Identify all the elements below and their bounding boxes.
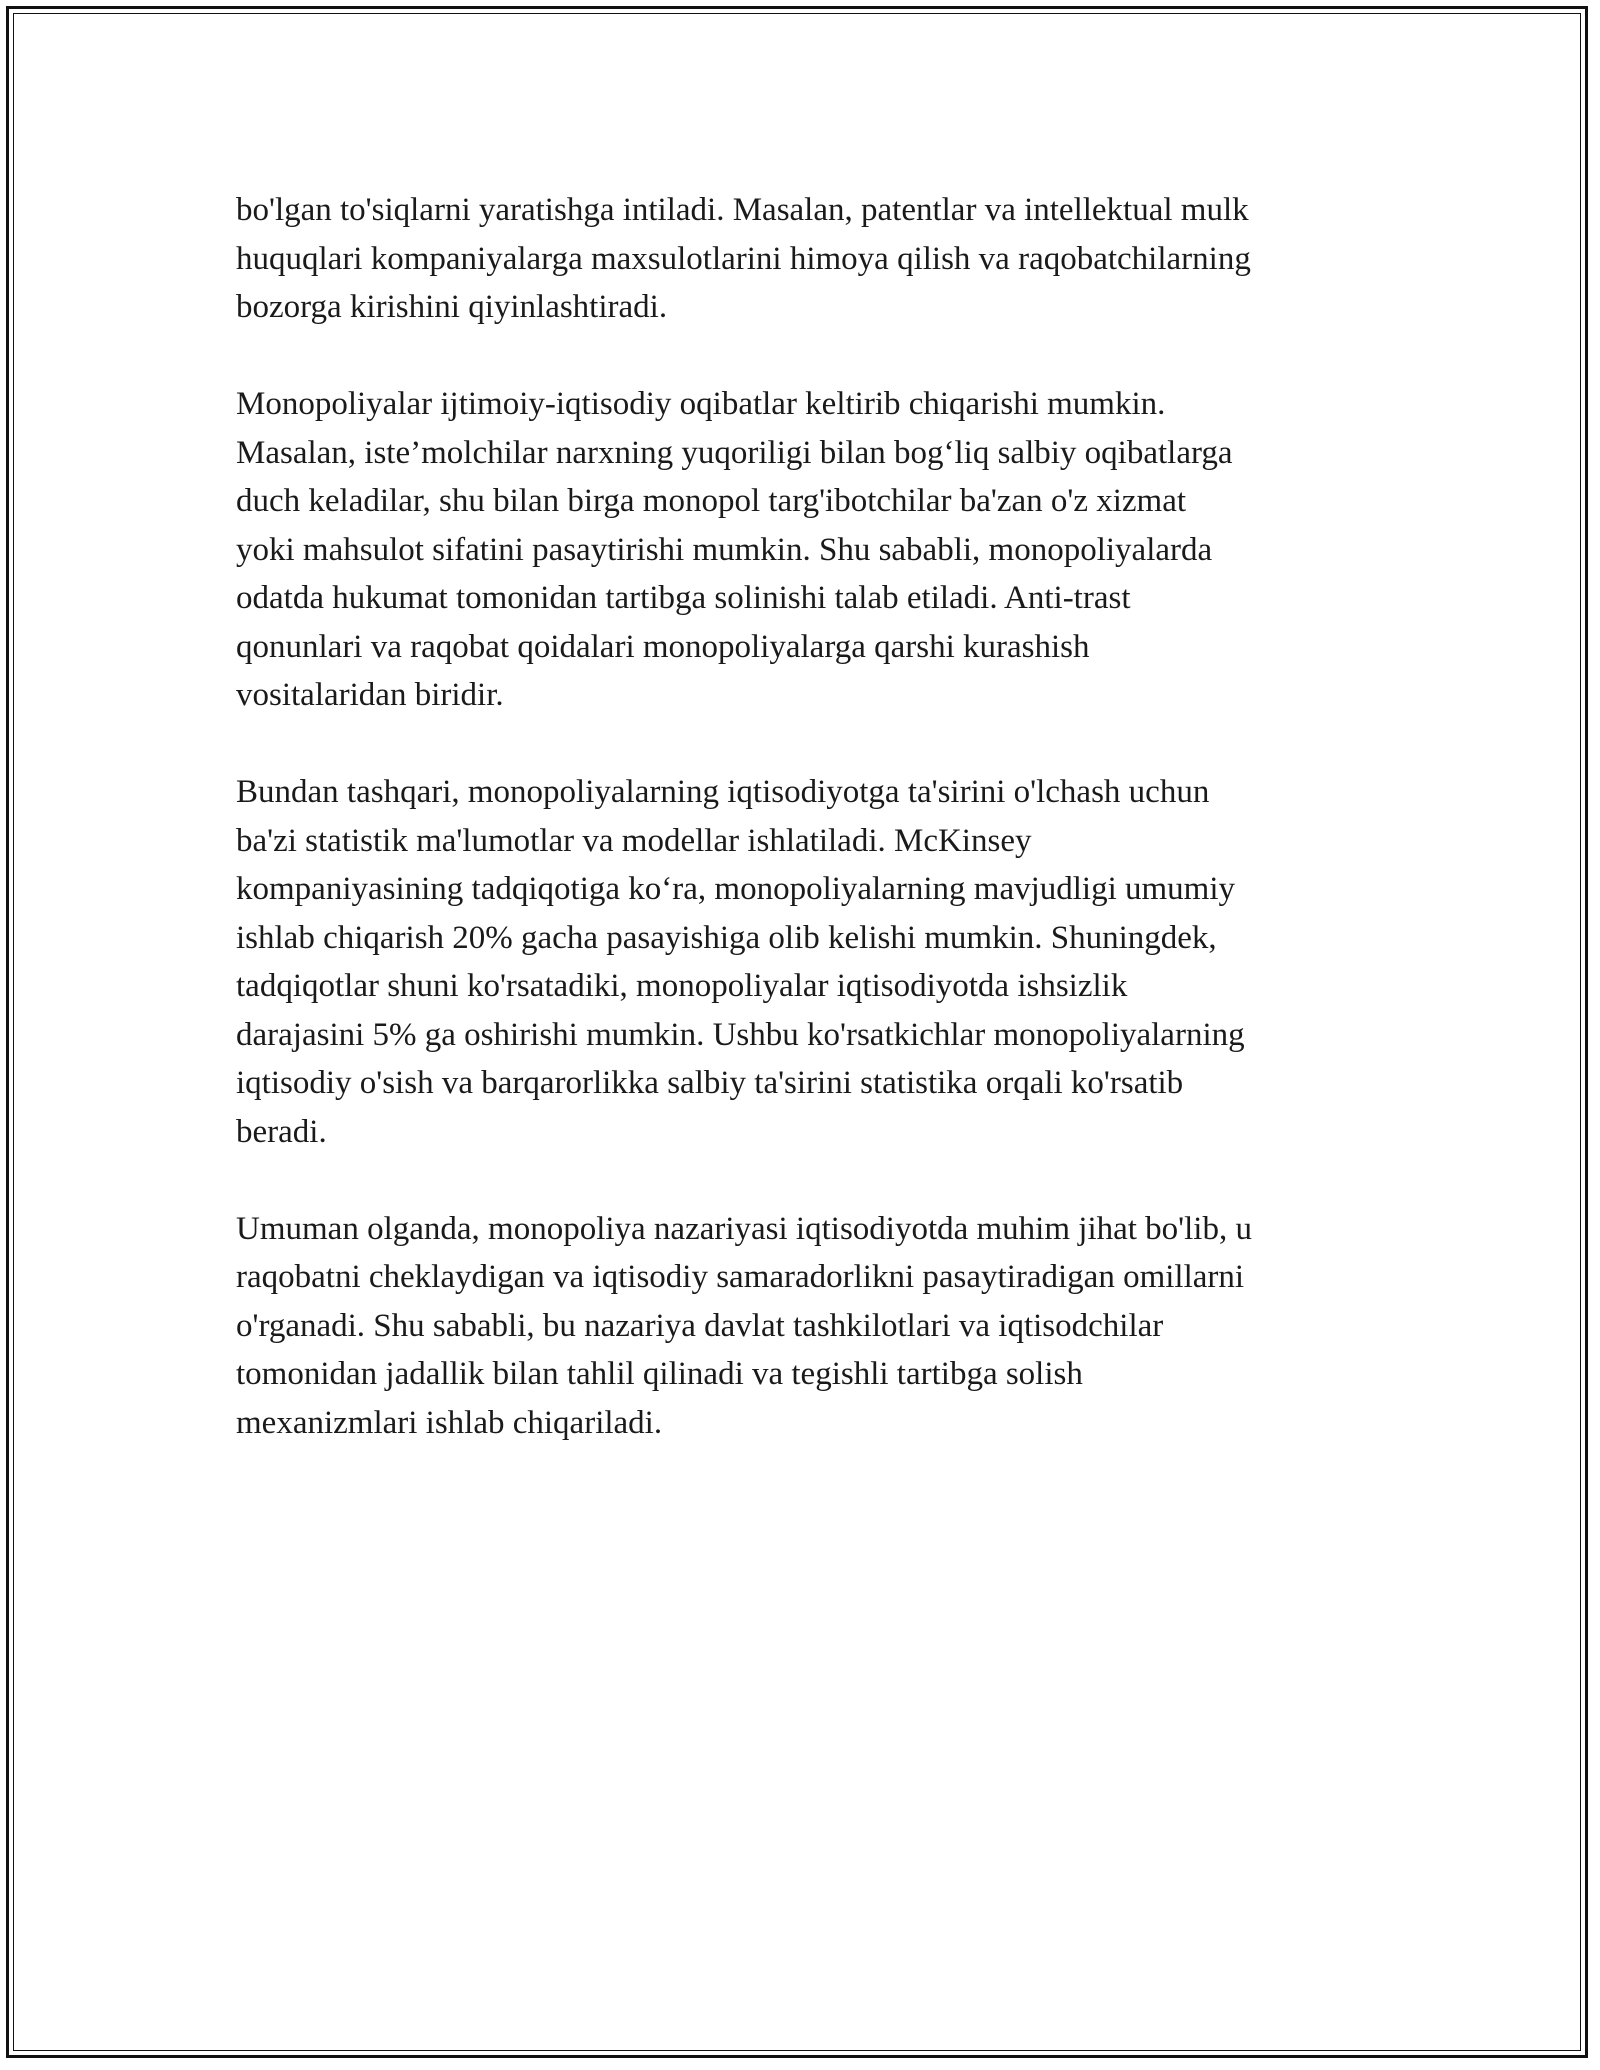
document-body [236,186,1376,1496]
paragraph-consequences: Monopoliyalar ijtimoiy-iqtisodiy oqibatlar keltirib chiqarishi mumkin. Masalan, iste’molchilar narxning yuqoriligi bilan bog‘liq salbiy oqibatlarga duch keladilar, shu bilan birga monopol targ'ibotchilar ba'zan o'z xizmat yoki mahsulot sifatini pasaytirishi mumkin. Shu sababli, monopoliyalarda odatda hukumat tomonidan tartibga solinishi talab etiladi. Anti-trast qonunlari va raqobat qoidalari monopoliyalarga qarshi kurashish vositalaridan biridir. [236,386,1233,713]
paragraph-barriers: bo'lgan to'siqlarni yaratishga intiladi. Masalan, patentlar va intellektual mulk huquqlari kompaniyalarga maxsulotlarini himoya qilish va raqobatchilarning bozorga kirishini qiyinlashtiradi. [236,192,1251,325]
paragraph-statistics: Bundan tashqari, monopoliyalarning iqtisodiyotga ta'sirini o'lchash uchun ba'zi statistik ma'lumotlar va modellar ishlatiladi. McKinsey kompaniyasining tadqiqotiga ko‘ra, monopoliyalarning mavjudligi umumiy ishlab chiqarish 20% gacha pasayishiga olib kelishi mumkin. Shuningdek, tadqiqotlar shuni ko'rsatadiki, monopoliyalar iqtisodiyotda ishsizlik darajasini 5% ga oshirishi mumkin. Ushbu ko'rsatkichlar monopoliyalarning iqtisodiy o'sish va barqarorlikka salbiy ta'sirini statistika orqali ko'rsatib beradi. [236,774,1245,1150]
paragraph-conclusion: Umuman olganda, monopoliya nazariyasi iqtisodiyotda muhim jihat bo'lib, u raqobatni cheklaydigan va iqtisodiy samaradorlikni pasaytiradigan omillarni o'rganadi. Shu sababli, bu nazariya davlat tashkilotlari va iqtisodchilar tomonidan jadallik bilan tahlil qilinadi va tegishli tartibga solish mexanizmlari ishlab chiqariladi. [236,1210,1252,1441]
